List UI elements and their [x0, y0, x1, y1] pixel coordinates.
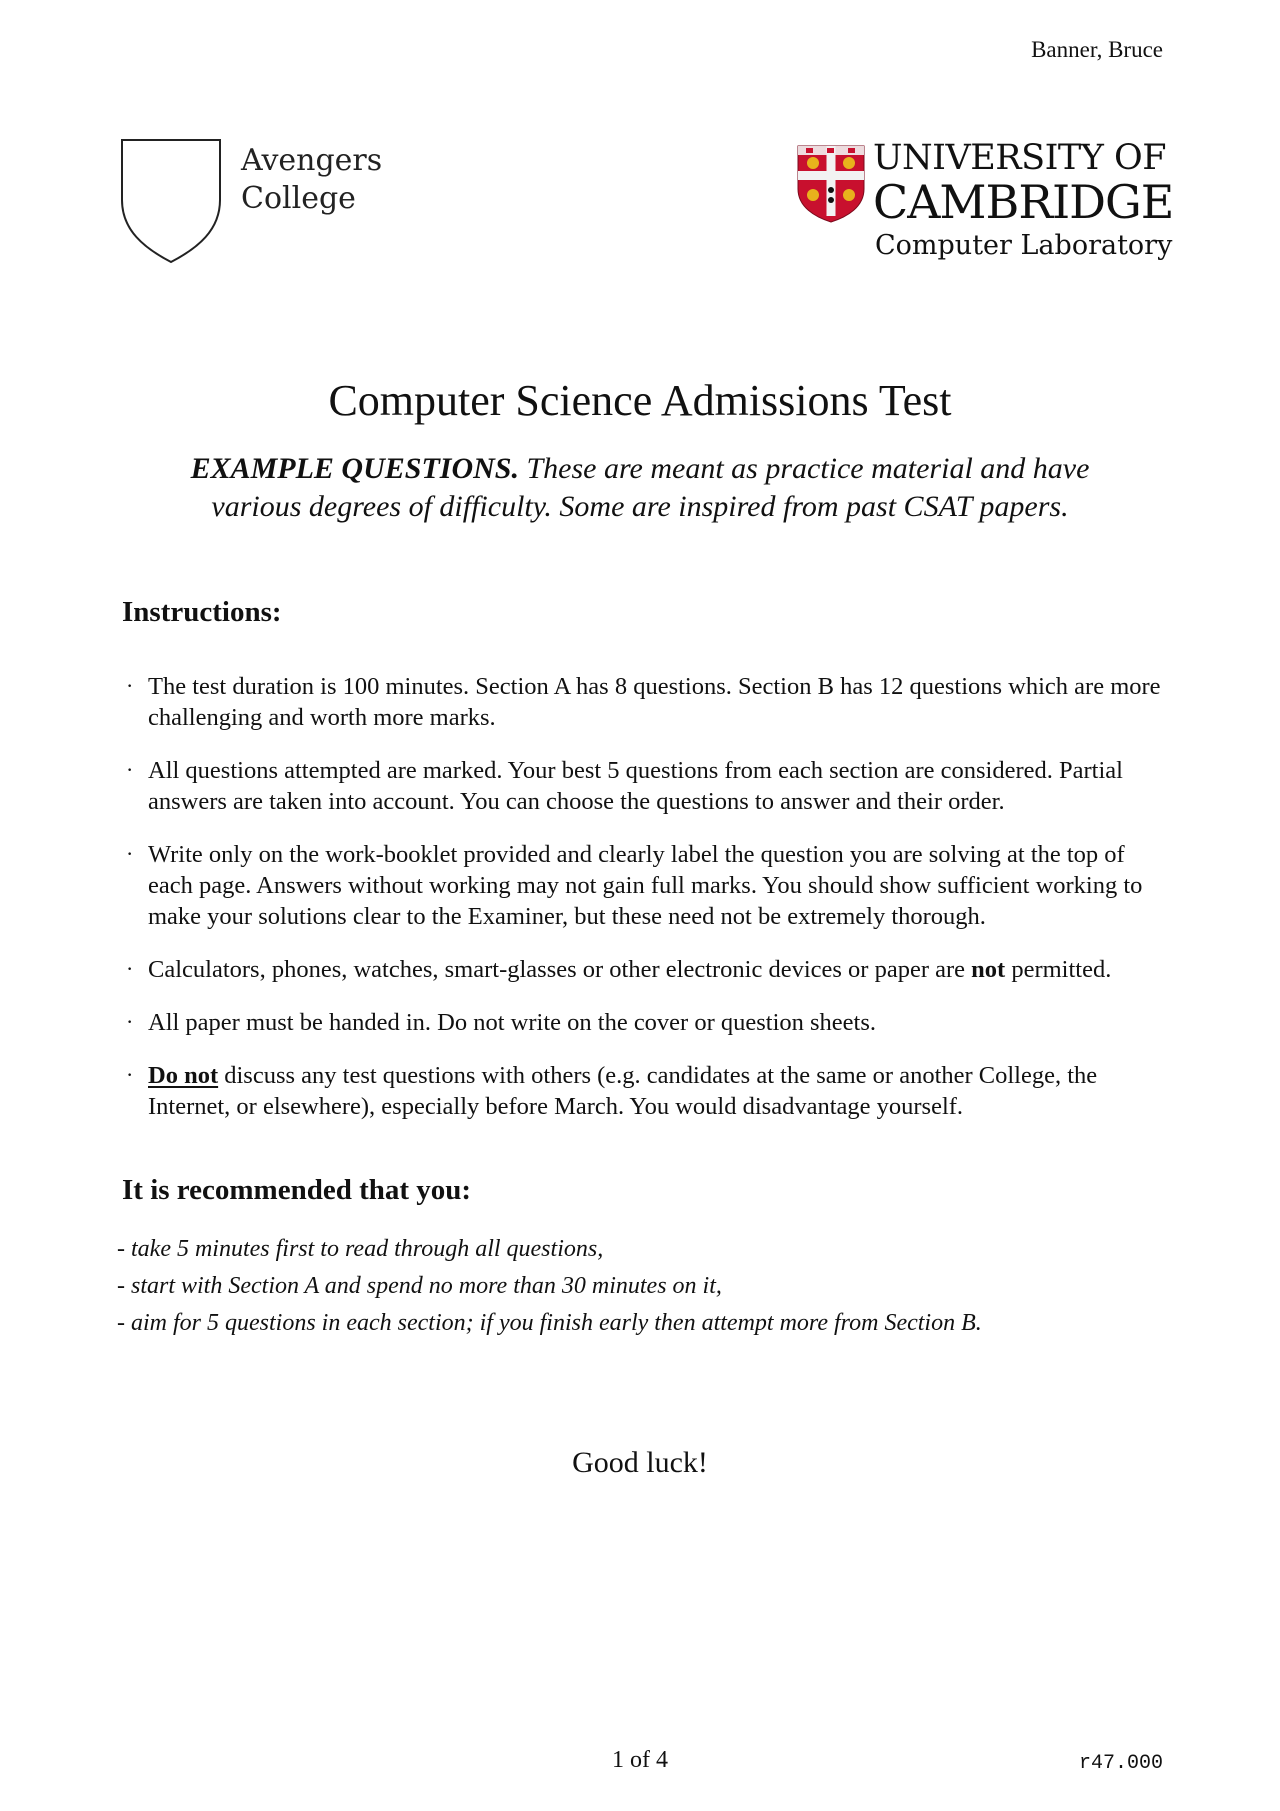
college-shield-icon	[120, 138, 222, 264]
subtitle-lead: EXAMPLE QUESTIONS.	[190, 452, 519, 485]
list-item: · Calculators, phones, watches, smart-glasses or other electronic devices or paper are not permitted.	[122, 954, 1162, 985]
university-name-line2: CAMBRIDGE	[873, 175, 1174, 229]
bullet-icon: ·	[126, 757, 134, 782]
subtitle	[150, 450, 1130, 526]
university-crest-icon	[797, 145, 865, 223]
college-name-line1: Avengers	[241, 143, 383, 178]
list-item: · The test duration is 100 minutes. Section A has 8 questions. Section B has 12 questions which are more challenging and worth more marks.	[122, 671, 1162, 733]
list-item: · All paper must be handed in. Do not write on the cover or question sheets.	[122, 1007, 1162, 1038]
emphasis-do-not: Do not	[148, 1062, 219, 1089]
emphasis-not: not	[971, 956, 1006, 983]
department-name: Computer Laboratory	[875, 230, 1173, 261]
instructions-heading: Instructions:	[122, 596, 282, 628]
candidate-name: Banner, Bruce	[1031, 37, 1163, 62]
closing-text: Good luck!	[572, 1446, 708, 1479]
university-name-line1: UNIVERSITY OF	[873, 138, 1166, 178]
recommendations-heading: It is recommended that you:	[122, 1174, 472, 1206]
college-name	[241, 142, 382, 218]
bullet-icon: ·	[126, 673, 134, 698]
college-name-line2: College	[241, 181, 356, 216]
list-item: - take 5 minutes first to read through all questions,	[117, 1236, 604, 1262]
list-item: · Write only on the work-booklet provided and clearly label the question you are solving at the top of each page. Answers without working may not gain full marks. You should show sufficient working to make your solutions clear to the Examiner, but these need not be extremely thorough.	[122, 839, 1162, 932]
bullet-icon: ·	[126, 841, 134, 866]
bullet-icon: ·	[126, 1009, 134, 1034]
page-title: Computer Science Admissions Test	[328, 376, 952, 425]
subtitle-line2: various degrees of difficulty. Some are inspired from past CSAT papers.	[211, 490, 1069, 523]
list-item: · Do not discuss any test questions with others (e.g. candidates at the same or another College, the Internet, or elsewhere), especially before March. You would disadvantage yourself.	[122, 1060, 1162, 1122]
bullet-icon: ·	[126, 956, 134, 981]
bullet-icon: ·	[126, 1062, 134, 1087]
list-item: - start with Section A and spend no more than 30 minutes on it,	[117, 1273, 722, 1299]
recommendations-list	[117, 1231, 982, 1342]
page-number: 1 of 4	[612, 1747, 668, 1773]
instructions-list	[122, 671, 1162, 1144]
revision-code: r47.000	[1078, 1752, 1163, 1775]
subtitle-line1: These are meant as practice material and have	[518, 452, 1090, 485]
list-item: · All questions attempted are marked. Your best 5 questions from each section are considered. Partial answers are taken into account. You can choose the questions to answer and their order.	[122, 755, 1162, 817]
list-item: - aim for 5 questions in each section; if you finish early then attempt more from Section B.	[117, 1310, 982, 1336]
